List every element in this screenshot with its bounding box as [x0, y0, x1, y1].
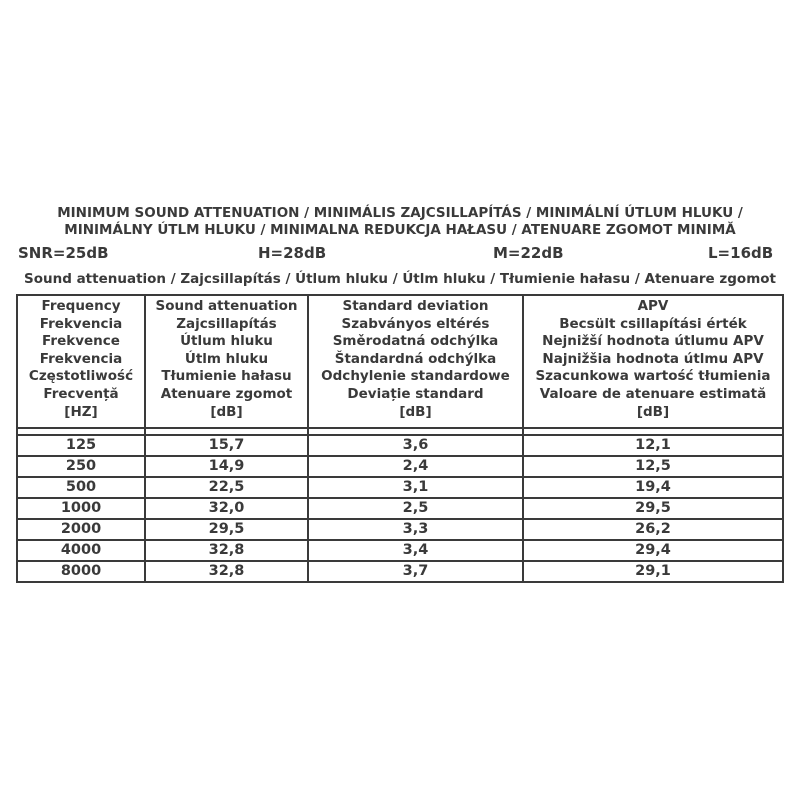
separator-cell — [145, 428, 308, 435]
header-line: Tłumienie hałasu — [161, 368, 292, 385]
header-line: [HZ] — [64, 403, 98, 420]
header-line: Frekvencia — [39, 350, 123, 367]
column-header-standard-deviation — [308, 295, 523, 428]
header-separator — [17, 428, 783, 435]
page-title — [18, 205, 782, 239]
cell-sound-attenuation: 32,0 — [145, 498, 308, 519]
title-line: MINIMÁLNY ÚTLM HLUKU / MINIMALNA REDUKCJA HAŁASU / ATENUARE ZGOMOT MINIMĂ — [64, 222, 736, 238]
cell-standard-deviation: 3,4 — [308, 540, 523, 561]
header-line: Útlum hluku — [180, 333, 273, 350]
cell-standard-deviation: 3,3 — [308, 519, 523, 540]
table-row — [17, 519, 783, 540]
m-value: M=22dB — [493, 244, 564, 262]
separator-cell — [523, 428, 783, 435]
header-line: Atenuare zgomot — [160, 385, 293, 402]
cell-apv: 19,4 — [523, 477, 783, 498]
cell-sound-attenuation: 15,7 — [145, 435, 308, 456]
header-line: Standard deviation — [342, 298, 489, 314]
column-header-apv — [523, 295, 783, 428]
cell-apv: 29,4 — [523, 540, 783, 561]
table-caption: Sound attenuation / Zajcsillapítás / Útlum hluku / Útlm hluku / Tłumienie hałasu / Atenuare zgomot — [23, 271, 776, 287]
header-line: Směrodatná odchýlka — [332, 333, 499, 350]
cell-frequency: 4000 — [17, 540, 145, 561]
l-value: L=16dB — [708, 244, 774, 262]
cell-standard-deviation: 3,6 — [308, 435, 523, 456]
header-line: Frecvență — [43, 385, 119, 402]
attenuation-table — [16, 294, 784, 583]
header-line: Frekvencia — [39, 315, 123, 332]
snr-value: SNR=25dB — [18, 244, 109, 262]
table-row — [17, 540, 783, 561]
cell-frequency: 250 — [17, 456, 145, 477]
cell-standard-deviation: 2,5 — [308, 498, 523, 519]
header-line: Częstotliwość — [28, 368, 134, 385]
header-line: Szacunkowa wartość tłumienia — [535, 368, 771, 385]
header-line: [dB] — [210, 403, 243, 420]
h-value: H=28dB — [258, 244, 327, 262]
header-line: Szabványos eltérés — [341, 315, 490, 332]
header-line: Odchylenie standardowe — [321, 368, 510, 385]
header-line: Štandardná odchýlka — [334, 350, 497, 367]
column-header-frequency — [17, 295, 145, 428]
cell-frequency: 8000 — [17, 561, 145, 582]
cell-standard-deviation: 2,4 — [308, 456, 523, 477]
cell-sound-attenuation: 32,8 — [145, 540, 308, 561]
header-line: [dB] — [636, 403, 670, 420]
header-line: Útlm hluku — [184, 350, 269, 367]
cell-sound-attenuation: 32,8 — [145, 561, 308, 582]
header-line: Valoare de atenuare estimată — [539, 385, 767, 402]
cell-frequency: 125 — [17, 435, 145, 456]
cell-frequency: 1000 — [17, 498, 145, 519]
separator-cell — [17, 428, 145, 435]
cell-apv: 12,1 — [523, 435, 783, 456]
cell-frequency: 500 — [17, 477, 145, 498]
header-line: [dB] — [399, 403, 432, 420]
cell-apv: 29,5 — [523, 498, 783, 519]
cell-apv: 12,5 — [523, 456, 783, 477]
header-line: Deviație standard — [347, 385, 484, 402]
cell-frequency: 2000 — [17, 519, 145, 540]
title-line: MINIMUM SOUND ATTENUATION / MINIMÁLIS ZAJCSILLAPÍTÁS / MINIMÁLNÍ ÚTLUM HLUKU / — [57, 205, 743, 221]
table-header-row — [17, 295, 783, 428]
header-line: Frequency — [41, 298, 121, 314]
cell-standard-deviation: 3,1 — [308, 477, 523, 498]
cell-standard-deviation: 3,7 — [308, 561, 523, 582]
header-line: Najnižšia hodnota útlmu APV — [542, 350, 764, 367]
rating-values — [18, 244, 780, 264]
cell-sound-attenuation: 22,5 — [145, 477, 308, 498]
header-line: Nejnižší hodnota útlumu APV — [542, 333, 764, 350]
table-row — [17, 498, 783, 519]
header-line: Sound attenuation — [155, 298, 298, 314]
table-row — [17, 477, 783, 498]
header-line: Becsült csillapítási érték — [559, 315, 747, 332]
header-line: Zajcsillapítás — [176, 315, 277, 332]
cell-sound-attenuation: 14,9 — [145, 456, 308, 477]
cell-apv: 29,1 — [523, 561, 783, 582]
table-row — [17, 435, 783, 456]
cell-apv: 26,2 — [523, 519, 783, 540]
separator-cell — [308, 428, 523, 435]
table-body — [17, 428, 783, 582]
table-row — [17, 456, 783, 477]
header-line: Frekvence — [42, 333, 120, 350]
cell-sound-attenuation: 29,5 — [145, 519, 308, 540]
header-line: APV — [637, 298, 669, 314]
table-row — [17, 561, 783, 582]
column-header-sound-attenuation — [145, 295, 308, 428]
